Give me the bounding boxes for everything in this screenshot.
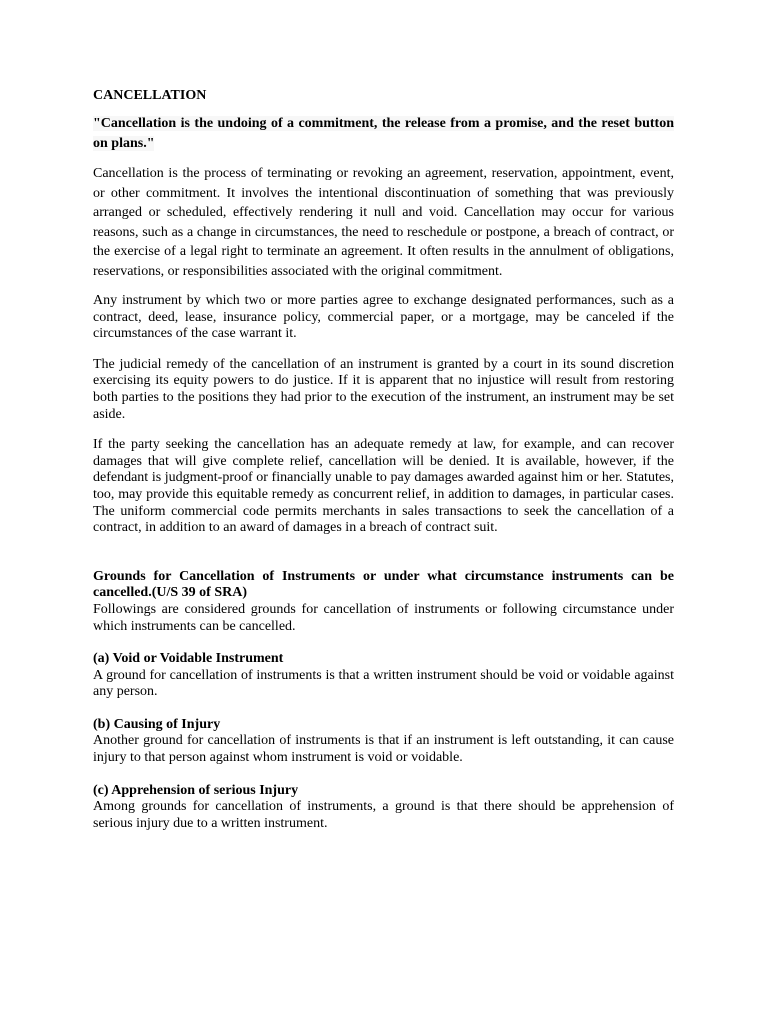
grounds-section xyxy=(93,569,674,833)
document-body xyxy=(93,86,674,848)
paragraph-definition: Cancellation is the process of terminating or revoking an agreement, reservation, appointment, event, or other commitment. It involves the intentional discontinuation of something that was previously arranged or scheduled, effectively rendering it null and void. Cancellation may occur for various reasons, such as a change in circumstances, the need to reschedule or postpone, a breach of contract, or the exercise of a legal right to terminate an agreement. It often results in the annulment of obligations, reservations, or responsibilities associated with the original commitment. xyxy=(93,166,674,279)
ground-item-causing-injury xyxy=(93,717,674,767)
paragraph-judicial-remedy: The judicial remedy of the cancellation of an instrument is granted by a court in its sound discretion exercising its equity powers to do justice. If it is apparent that no injustice will result from restoring both parties to the positions they had prior to the execution of the instrument, an instrument may be set aside. xyxy=(93,356,674,422)
paragraph-adequate-remedy: If the party seeking the cancellation has an adequate remedy at law, for example, and can recover damages that will give complete relief, cancellation will be denied. It is available, however, if the defendant is judgment-proof or financially unable to pay damages awarded against him or her. Statutes, too, may provide this equitable remedy as concurrent relief, in addition to damages, in particular cases. The uniform commercial code permits merchants in sales transactions to seek the cancellation of a contract, in addition to an award of damages in a breach of contract suit. xyxy=(93,437,674,536)
paragraph-instruments: Any instrument by which two or more parties agree to exchange designated performances, such as a contract, deed, lease, insurance policy, commercial paper, or a mortgage, may be canceled if the circumstances of the case warrant it. xyxy=(93,293,674,342)
ground-heading: (b) Causing of Injury xyxy=(93,716,221,732)
opening-quote-text: "Cancellation is the undoing of a commitment, the release from a promise, and the reset button on plans." xyxy=(93,116,674,151)
ground-heading: (c) Apprehension of serious Injury xyxy=(93,782,299,798)
ground-item-apprehension-injury xyxy=(93,783,674,833)
ground-heading: (a) Void or Voidable Instrument xyxy=(93,651,284,667)
ground-text: Another ground for cancellation of instruments is that if an instrument is left outstanding, it can cause injury to that person against whom instrument is void or voidable. xyxy=(93,733,674,766)
ground-text: A ground for cancellation of instruments is that a written instrument should be void or voidable against any person. xyxy=(93,667,674,700)
grounds-heading: Grounds for Cancellation of Instruments or under what circumstance instruments can be cancelled.(U/S 39 of SRA) xyxy=(93,568,674,601)
ground-text: Among grounds for cancellation of instruments, a ground is that there should be apprehension of serious injury due to a written instrument. xyxy=(93,799,674,831)
section-spacer xyxy=(93,551,674,569)
ground-item-void-voidable xyxy=(93,651,674,701)
grounds-intro: Followings are considered grounds for cancellation of instruments or following circumstance under which instruments can be cancelled. xyxy=(93,601,674,634)
document-title: CANCELLATION xyxy=(93,88,207,103)
opening-quote xyxy=(93,114,674,154)
